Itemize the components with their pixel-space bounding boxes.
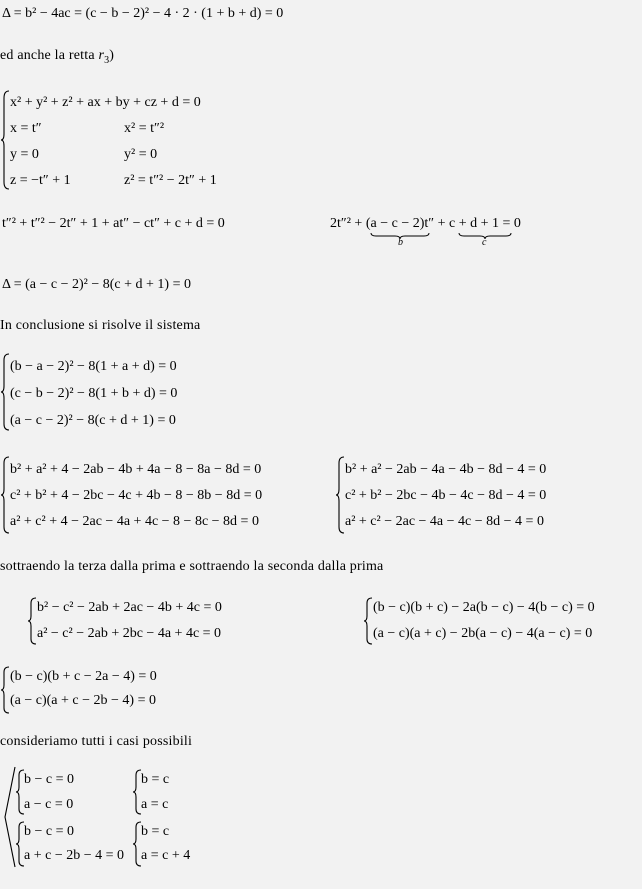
product-eq-1: (b − c)(b + c − 2a − 4) = 0 [10, 669, 157, 684]
underbrace-b-label: b [398, 237, 403, 248]
system-eq-3: (a − c − 2)² − 8(c + d + 1) = 0 [10, 413, 176, 428]
quadratic-group-c: c + d + 1 [449, 216, 500, 231]
line-z-squared: z² = t″² − 2t″ + 1 [124, 173, 217, 188]
substitution-equation: t″² + t″² − 2t″ + 1 + at″ − ct″ + c + d = 0 [2, 216, 225, 231]
case2-eq-b: a + c − 2b − 4 = 0 [24, 848, 125, 863]
case1-sol-b: b = c [141, 772, 170, 787]
cases-angle-bracket [3, 766, 17, 868]
case1-sol-a: a = c [141, 797, 169, 812]
simplified-eq-1: b² + a² − 2ab − 4a − 4b − 8d − 4 = 0 [345, 462, 547, 477]
quadratic-group-b: (a − c − 2) [365, 216, 425, 231]
retta-close: ) [109, 48, 115, 63]
line-x-squared: x² = t″² [124, 121, 165, 136]
system-eq-2: (c − b − 2)² − 8(1 + b + d) = 0 [10, 386, 178, 401]
quadratic-lead: 2t″² + [330, 216, 366, 231]
line-x: x = t″ [10, 121, 42, 136]
retta-text: ed anche la retta [0, 48, 99, 63]
case2-eq-a: b − c = 0 [24, 824, 75, 839]
quadratic-mid: t″ + [424, 216, 449, 231]
sphere-equation: x² + y² + z² + ax + by + cz + d = 0 [10, 95, 201, 110]
retta-var: r [98, 48, 105, 63]
text-conclusione: In conclusione si risolve il sistema [0, 318, 201, 333]
line-y-squared: y² = 0 [124, 147, 158, 162]
simplified-eq-2: c² + b² − 2bc − 4b − 4c − 8d − 4 = 0 [345, 488, 547, 503]
delta-equation-1: Δ = b² − 4ac = (c − b − 2)² − 4 · 2 · (1 + b + d) = 0 [2, 6, 284, 21]
case1-eq-a: b − c = 0 [24, 772, 75, 787]
quadratic-end: = 0 [499, 216, 521, 231]
product-eq-2: (a − c)(a + c − 2b − 4) = 0 [10, 693, 156, 708]
line-y: y = 0 [10, 147, 39, 162]
quadratic-equation [330, 216, 521, 232]
case2-sol-a: a = c + 4 [141, 848, 191, 863]
expanded-eq-2: c² + b² + 4 − 2bc − 4c + 4b − 8 − 8b − 8d = 0 [10, 488, 263, 503]
text-casi: consideriamo tutti i casi possibili [0, 734, 193, 749]
factored-eq-2: (a − c)(a + c) − 2b(a − c) − 4(a − c) = 0 [373, 626, 593, 641]
difference-eq-2: a² − c² − 2ab + 2bc − 4a + 4c = 0 [37, 626, 222, 641]
delta-equation-2: Δ = (a − c − 2)² − 8(c + d + 1) = 0 [2, 277, 191, 292]
case2-sol-b: b = c [141, 824, 170, 839]
difference-eq-1: b² − c² − 2ab + 2ac − 4b + 4c = 0 [37, 600, 222, 615]
simplified-eq-3: a² + c² − 2ac − 4a − 4c − 8d − 4 = 0 [345, 514, 544, 529]
factored-eq-1: (b − c)(b + c) − 2a(b − c) − 4(b − c) = 0 [373, 600, 595, 615]
text-sottraendo: sottraendo la terza dalla prima e sottraendo la seconda dalla prima [0, 559, 384, 574]
expanded-eq-1: b² + a² + 4 − 2ab − 4b + 4a − 8 − 8a − 8d = 0 [10, 462, 262, 477]
case1-eq-b: a − c = 0 [24, 797, 74, 812]
underbrace-c-label: c [482, 237, 487, 248]
expanded-eq-3: a² + c² + 4 − 2ac − 4a + 4c − 8 − 8c − 8d = 0 [10, 514, 259, 529]
text-line-retta [0, 48, 114, 69]
system-eq-1: (b − a − 2)² − 8(1 + a + d) = 0 [10, 359, 177, 374]
retta-subscript: 3 [104, 54, 110, 66]
line-z: z = −t″ + 1 [10, 173, 71, 188]
